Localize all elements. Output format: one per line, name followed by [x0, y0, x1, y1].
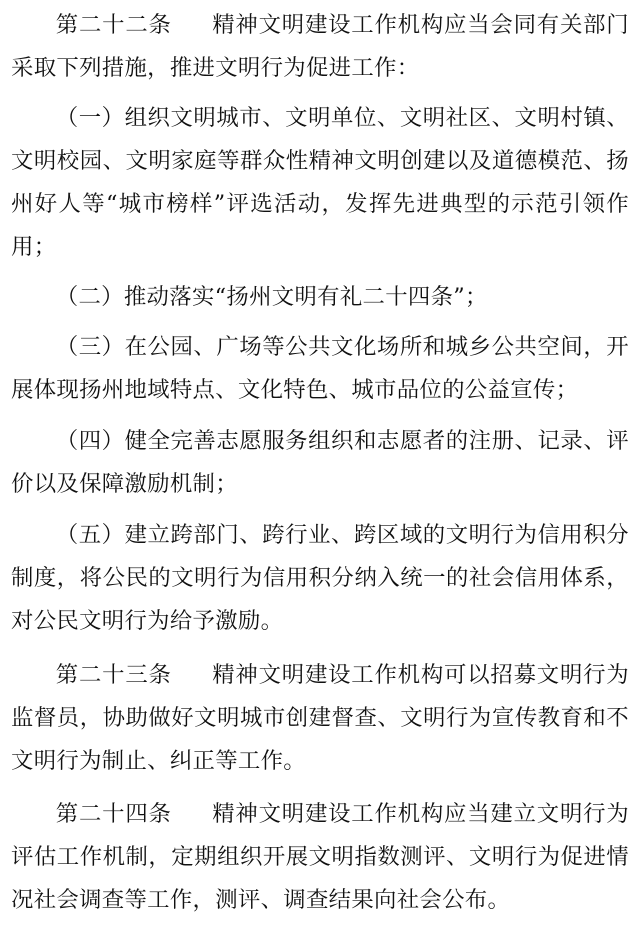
article-22-text: 精神文明建设工作机构应当会同有关部门采取下列措施，推进文明行为促进工作： [11, 12, 630, 81]
measure-1-text: （一）组织文明城市、文明单位、文明社区、文明村镇、文明校园、文明家庭等群众性精神文明创建以及道德模范、扬州好人等“城市榜样”评选活动，发挥先进典型的示范引领作用； [11, 105, 629, 260]
article-23-text: 精神文明建设工作机构可以招募文明行为监督员，协助做好文明城市创建督查、文明行为宣传教育和不文明行为制止、纠正等工作。 [11, 662, 630, 774]
article-24-heading: 第二十四条 [55, 801, 172, 827]
measure-2-paragraph [11, 276, 629, 319]
article-23-heading: 第二十三条 [55, 662, 172, 688]
measure-5-text: （五）建立跨部门、跨行业、跨区域的文明行为信用积分制度，将公民的文明行为信用积分纳入统一的社会信用体系，对公民文明行为给予激励。 [11, 522, 629, 634]
measure-4-text: （四）健全完善志愿服务组织和志愿者的注册、记录、评价以及保障激励机制； [11, 428, 629, 497]
article-24-text: 精神文明建设工作机构应当建立文明行为评估工作机制，定期组织开展文明指数测评、文明行为促进情况社会调查等工作，测评、调查结果向社会公布。 [11, 801, 630, 913]
article-24-paragraph [11, 793, 629, 922]
measure-1-paragraph [11, 97, 629, 269]
measure-4-paragraph [11, 420, 629, 506]
measure-2-text: （二）推动落实“扬州文明有礼二十四条”； [55, 284, 488, 310]
article-22-heading: 第二十二条 [55, 12, 172, 38]
measure-3-text: （三）在公园、广场等公共文化场所和城乡公共空间，开展体现扬州地域特点、文化特色、城市品位的公益宣传； [11, 334, 629, 403]
article-22-paragraph [11, 4, 629, 90]
measure-5-paragraph [11, 514, 629, 643]
measure-3-paragraph [11, 326, 629, 412]
article-23-paragraph [11, 654, 629, 783]
